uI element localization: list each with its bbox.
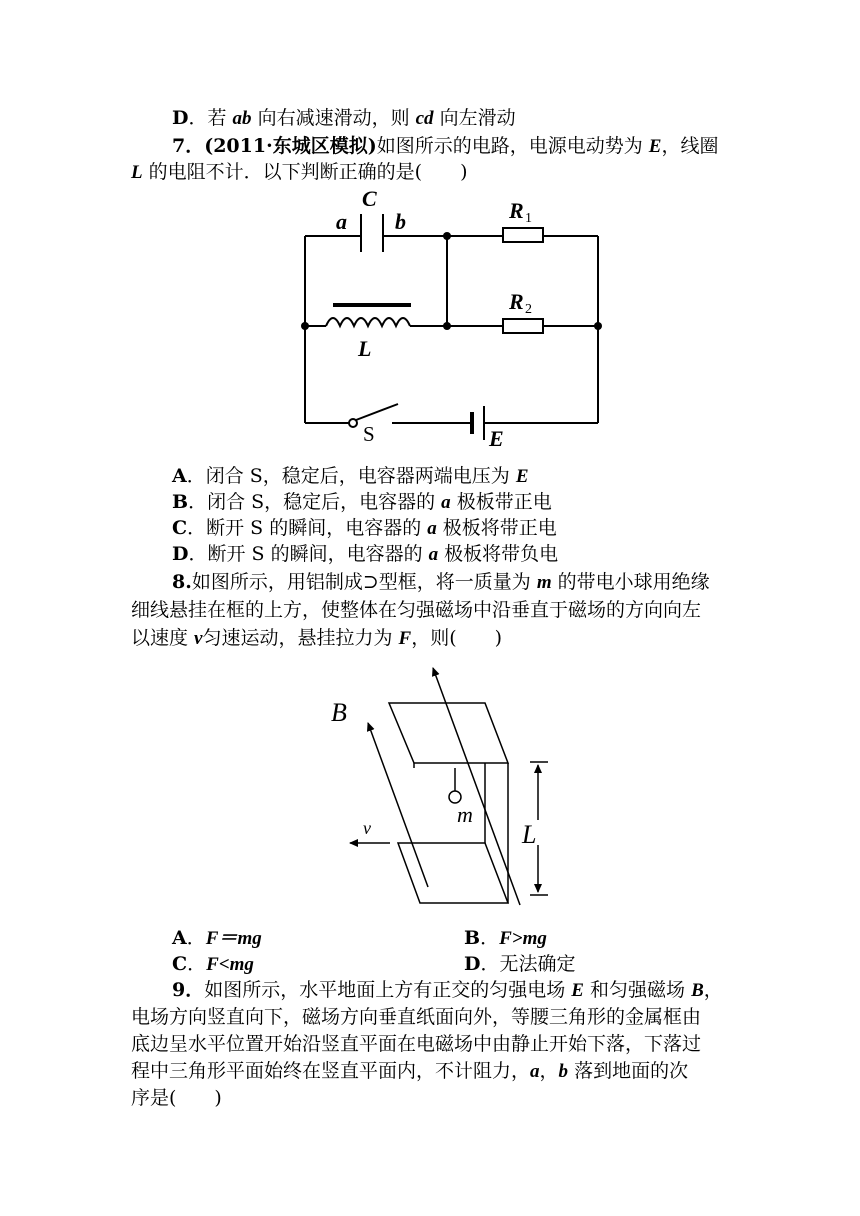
- resistor-r2: [503, 319, 543, 333]
- q7-stem-line2: L 的电阻不计．以下判断正确的是( ): [131, 161, 468, 183]
- q7-circuit-diagram: [290, 180, 620, 460]
- label-plate-a: a: [336, 209, 347, 234]
- resistor-r1: [503, 228, 543, 242]
- q7-option-b: B．闭合 S，稳定后，电容器的 a 极板带正电: [172, 491, 552, 513]
- junction-dot: [301, 322, 309, 330]
- label-r1-sub: 1: [525, 211, 532, 226]
- q8-option-b: B．F>mg: [464, 927, 547, 949]
- q8-frame-figure: [320, 660, 580, 915]
- label-length: L: [522, 820, 537, 849]
- q9-stem-line2: 电场方向竖直向下，磁场方向垂直纸面向外，等腰三角形的金属框由: [131, 1006, 702, 1028]
- label-velocity: v: [363, 818, 371, 838]
- q9-stem-line5: 序是( ): [131, 1087, 222, 1109]
- q8-stem-line3: 以速度 v匀速运动，悬挂拉力为 F，则( ): [131, 627, 503, 649]
- label-r2: R: [509, 289, 524, 314]
- label-r1: R: [509, 198, 524, 223]
- switch-pivot: [349, 419, 357, 427]
- q7-option-d: D．断开 S 的瞬间，电容器的 a 极板将带负电: [172, 543, 559, 565]
- q8-stem-line2: 细线悬挂在框的上方，使整体在匀强磁场中沿垂直于磁场的方向向左: [131, 599, 702, 621]
- q9-stem-line1: 9．如图所示，水平地面上方有正交的匀强电场 E 和匀强磁场 B，: [172, 979, 723, 1001]
- q7-stem-line1: 7．(2011·东城区模拟)如图所示的电路，电源电动势为 E，线圈: [172, 135, 719, 157]
- junction-dot: [443, 232, 451, 240]
- junction-dot: [443, 322, 451, 330]
- inductor-coil: [326, 318, 410, 326]
- label-plate-b: b: [395, 209, 406, 234]
- q8-option-c: C．F<mg: [172, 953, 254, 975]
- label-b-field: B: [331, 698, 347, 727]
- q7-option-a: A．闭合 S，稳定后，电容器两端电压为 E: [172, 465, 529, 487]
- q8-option-a: A．F＝mg: [172, 927, 262, 949]
- label-mass: m: [457, 802, 473, 827]
- q7-option-c: C．断开 S 的瞬间，电容器的 a 极板将带正电: [172, 517, 557, 539]
- q9-stem-line3: 底边呈水平位置开始沿竖直平面在电磁场中由静止开始下落，下落过: [131, 1033, 702, 1055]
- label-switch: S: [363, 422, 375, 446]
- label-emf: E: [489, 426, 504, 451]
- q9-stem-line4: 程中三角形平面始终在竖直平面内，不计阻力，a，b 落到地面的次: [131, 1060, 689, 1082]
- q8-option-d: D．无法确定: [464, 953, 576, 975]
- label-capacitor: C: [362, 186, 377, 211]
- switch-blade: [356, 404, 398, 420]
- junction-dot: [594, 322, 602, 330]
- label-inductor: L: [358, 336, 372, 361]
- q8-stem-line1: 8.如图所示，用铝制成⊃型框，将一质量为 m 的带电小球用绝缘: [172, 571, 710, 593]
- label-r2-sub: 2: [525, 302, 532, 317]
- q6-option-d: D．若 ab 向右减速滑动，则 cd 向左滑动: [172, 107, 516, 129]
